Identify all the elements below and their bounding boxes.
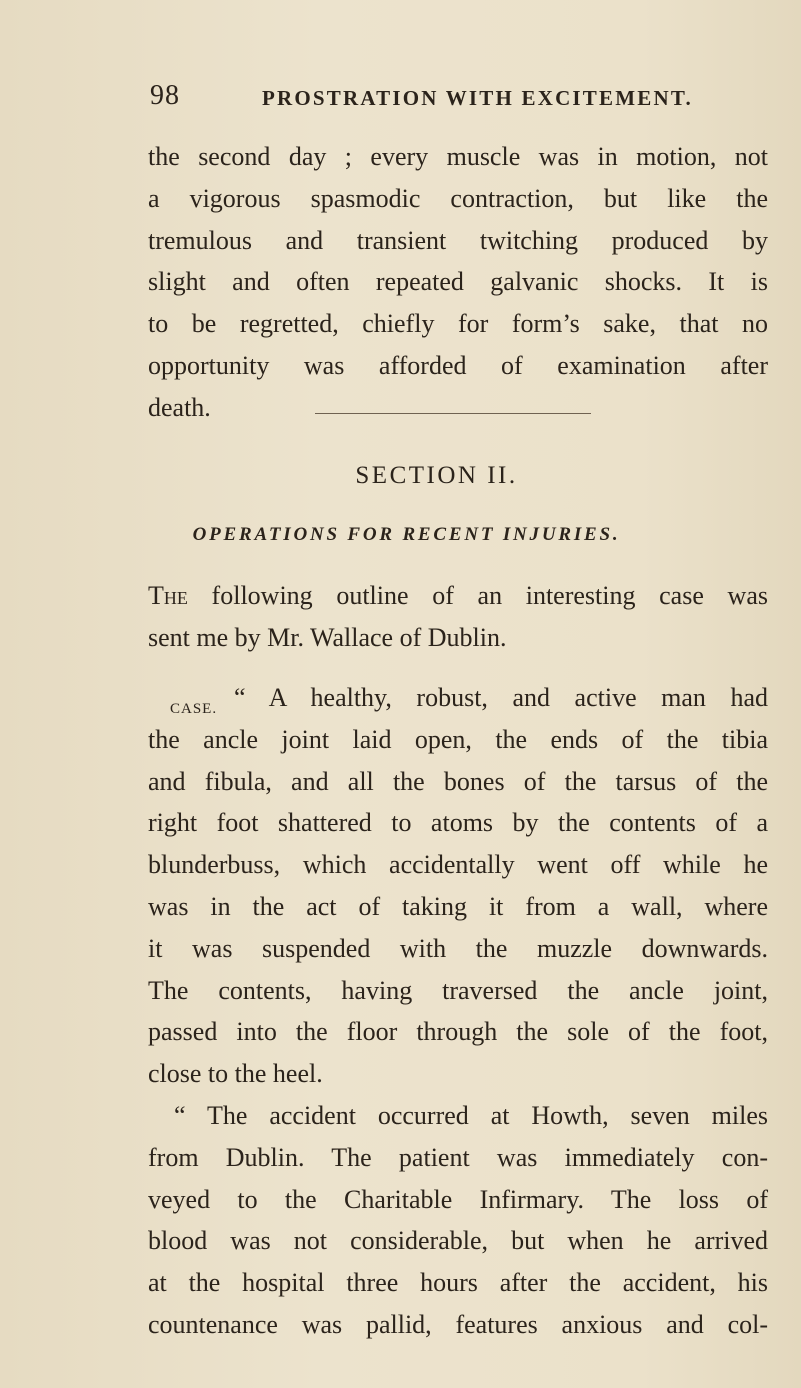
- text-line: blunderbuss, which accidentally went off while he: [148, 850, 768, 880]
- text-line: “ The accident occurred at Howth, seven miles: [174, 1101, 768, 1130]
- case-paragraph: [148, 677, 768, 1095]
- drop-word: The: [148, 581, 188, 610]
- running-title: PROSTRATION WITH EXCITEMENT.: [262, 86, 693, 110]
- intro-paragraph: [148, 575, 768, 659]
- case-continued-paragraph: [148, 1095, 768, 1346]
- text-line: close to the heel.: [148, 1059, 323, 1089]
- section-divider: [315, 413, 591, 414]
- text-line: from Dublin. The patient was immediately con-: [148, 1142, 768, 1172]
- text-line: death.: [148, 392, 211, 422]
- text-line: to be regretted, chiefly for form’s sake, that no: [148, 309, 768, 339]
- section-heading-text: SECTION II.: [355, 462, 518, 489]
- text-line: and fibula, and all the bones of the tarsus of the: [148, 766, 768, 796]
- text-line: tremulous and transient twitching produced by: [148, 225, 768, 255]
- text-line: was in the act of taking it from a wall, where: [148, 891, 768, 921]
- text-line: opportunity was afforded of examination after: [148, 350, 768, 380]
- text-line: passed into the floor through the sole of the foot,: [148, 1017, 768, 1047]
- section-subheading-text: OPERATIONS FOR RECENT INJURIES.: [192, 524, 621, 545]
- text-line-rest: following outline of an interesting case was: [187, 581, 768, 610]
- page-number: 98: [150, 80, 180, 111]
- section-subheading: [0, 524, 801, 546]
- text-line: countenance was pallid, features anxious and col-: [148, 1309, 768, 1339]
- text-line: slight and often repeated galvanic shocks. It is: [148, 267, 768, 297]
- text-line: [148, 575, 768, 617]
- text-line: veyed to the Charitable Infirmary. The loss of: [148, 1184, 768, 1214]
- text-line: the second day ; every muscle was in motion, not: [148, 142, 768, 171]
- text-line: blood was not considerable, but when he arrived: [148, 1226, 768, 1256]
- text-line: right foot shattered to atoms by the contents of a: [148, 808, 768, 838]
- text-line: sent me by Mr. Wallace of Dublin.: [148, 622, 507, 652]
- text-line: “ A healthy, robust, and active man had: [234, 683, 768, 712]
- section-heading: [0, 462, 801, 490]
- margin-label: CASE.: [170, 701, 218, 717]
- text-line: The contents, having traversed the ancle joint,: [148, 975, 768, 1005]
- text-line: a vigorous spasmodic contraction, but like the: [148, 183, 768, 213]
- text-line: at the hospital three hours after the accident, his: [148, 1268, 768, 1298]
- text-line: the ancle joint laid open, the ends of the tibia: [148, 724, 768, 754]
- paragraph-continuation: [148, 136, 768, 429]
- text-line: it was suspended with the muzzle downwards.: [148, 933, 768, 963]
- running-head: [150, 80, 750, 120]
